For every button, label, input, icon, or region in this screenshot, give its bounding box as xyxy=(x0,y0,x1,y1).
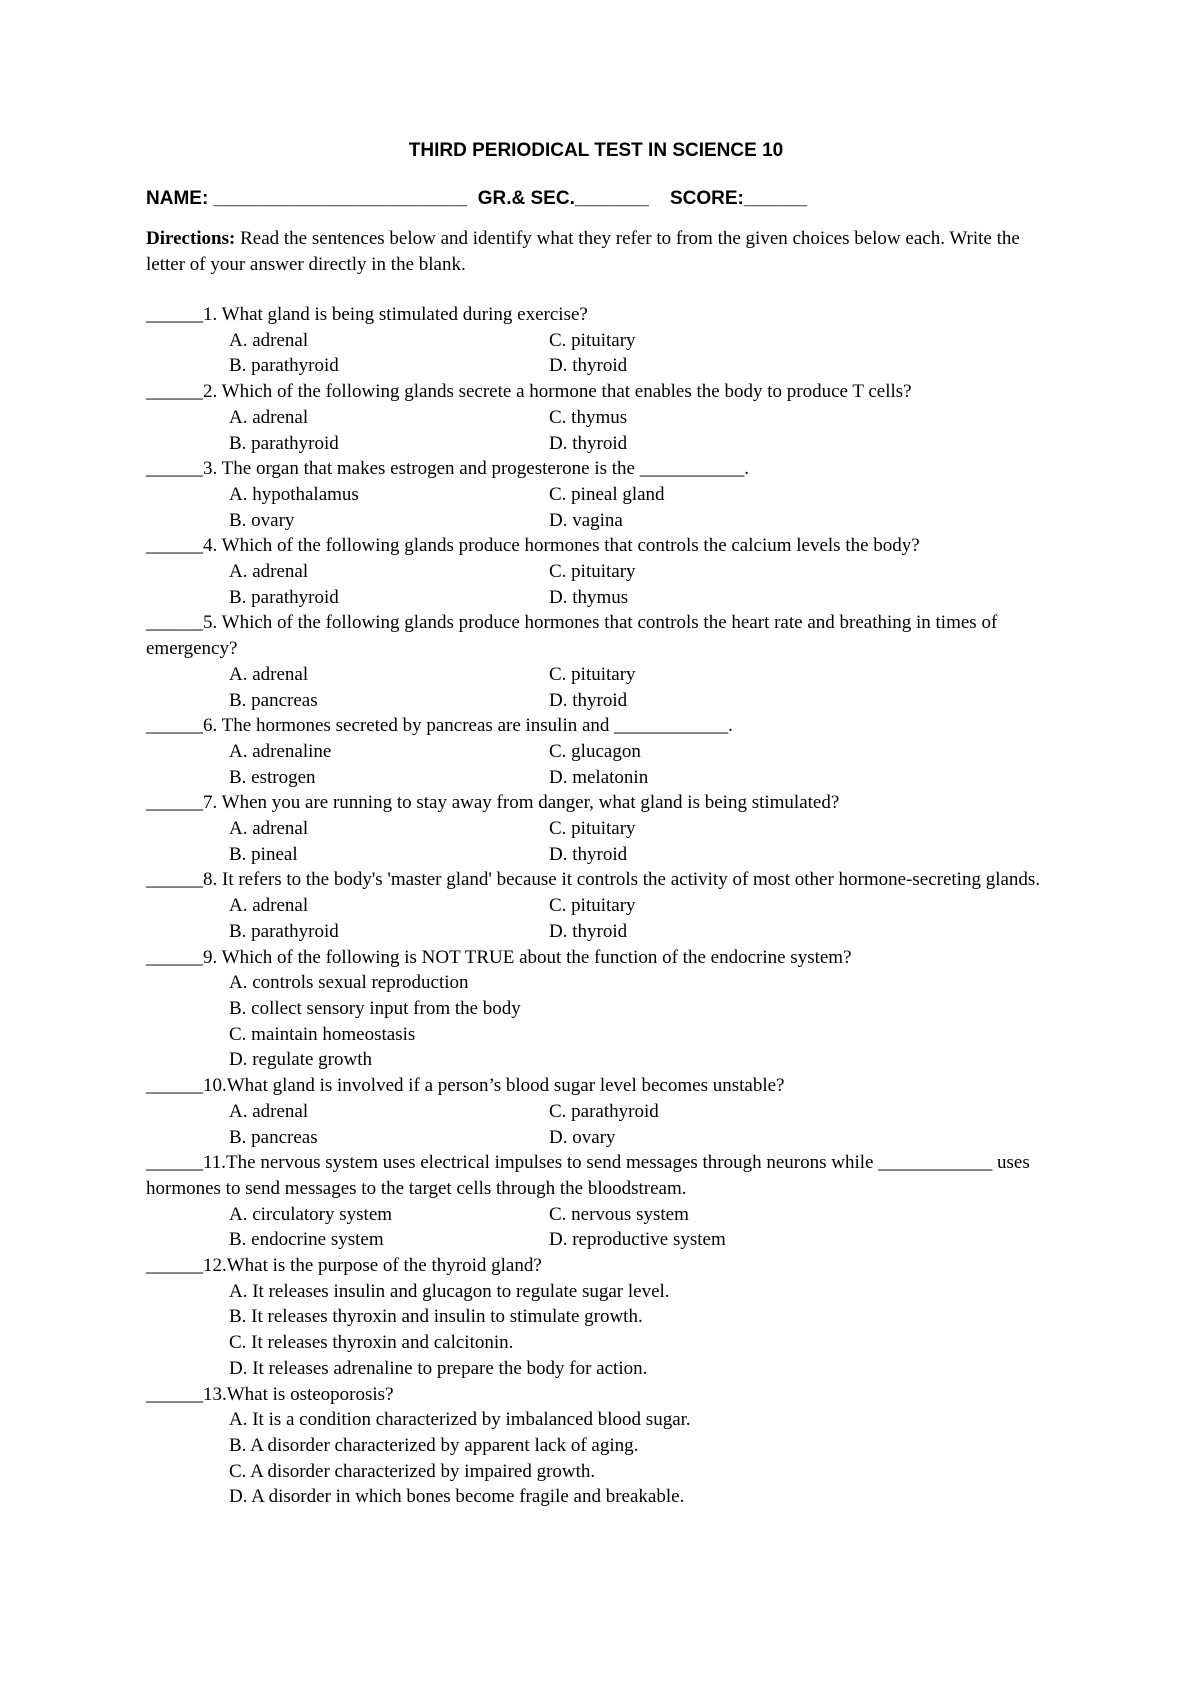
answer-blank: ______13. xyxy=(146,1383,227,1405)
choice-c: C. A disorder characterized by impaired growth. xyxy=(229,1460,596,1482)
choice-b: B. It releases thyroxin and insulin to stimulate growth. xyxy=(229,1306,643,1328)
choice-grid xyxy=(146,559,1066,610)
choice-b: B. parathyroid xyxy=(229,432,339,454)
answer-blank: ______12. xyxy=(146,1255,227,1277)
answer-blank: ______2. xyxy=(146,381,218,403)
question-6 xyxy=(146,713,1066,790)
choice-list xyxy=(146,1407,1066,1510)
choice-a: A. circulatory system xyxy=(229,1203,393,1225)
directions-text: Read the sentences below and identify what they refer to from the given choices below each. Write the letter of your answer directly in the blank. xyxy=(146,228,1020,275)
choice-c: C. pituitary xyxy=(549,663,636,685)
choice-c: C. nervous system xyxy=(549,1203,689,1225)
grade-section-field-label: GR.& SEC._______ xyxy=(477,188,649,209)
choice-b: B. pancreas xyxy=(229,689,318,711)
choice-a: A. It releases insulin and glucagon to regulate sugar level. xyxy=(229,1280,670,1302)
choice-b: B. parathyroid xyxy=(229,355,339,377)
page-title: THIRD PERIODICAL TEST IN SCIENCE 10 xyxy=(408,140,784,161)
choice-c: C. pituitary xyxy=(549,895,636,917)
question-13 xyxy=(146,1382,1066,1511)
answer-blank: ______10. xyxy=(146,1075,227,1097)
question-stem xyxy=(146,790,1066,816)
question-stem xyxy=(146,1253,1066,1279)
choice-b: B. pancreas xyxy=(229,1126,318,1148)
choice-b: B. ovary xyxy=(229,509,295,531)
question-7 xyxy=(146,790,1066,867)
choice-a: A. adrenal xyxy=(229,406,309,428)
choice-d: D. melatonin xyxy=(549,766,649,788)
answer-blank: ______6. xyxy=(146,715,218,737)
choice-grid xyxy=(146,1099,1066,1150)
choice-a: A. hypothalamus xyxy=(229,483,359,505)
choice-d: D. thymus xyxy=(549,586,629,608)
question-3 xyxy=(146,456,1066,533)
question-text: What is osteoporosis? xyxy=(226,1383,394,1405)
choice-grid xyxy=(146,482,1066,533)
choice-list xyxy=(146,970,1066,1073)
choice-a: A. adrenal xyxy=(229,329,309,351)
choice-grid xyxy=(146,739,1066,790)
choice-grid xyxy=(146,405,1066,456)
directions-label: Directions: xyxy=(146,228,236,249)
question-stem xyxy=(146,456,1066,482)
choice-grid xyxy=(146,1202,1066,1253)
choice-d: D. vagina xyxy=(549,509,623,531)
choice-grid xyxy=(146,328,1066,379)
choice-d: D. thyroid xyxy=(549,355,628,377)
question-stem xyxy=(146,867,1066,893)
choice-c: C. glucagon xyxy=(549,740,641,762)
choice-d: D. thyroid xyxy=(549,432,628,454)
choice-a: A. adrenal xyxy=(229,561,309,583)
choice-c: C. pituitary xyxy=(549,818,636,840)
question-stem xyxy=(146,1073,1066,1099)
question-10 xyxy=(146,1073,1066,1150)
question-text: What is the purpose of the thyroid gland? xyxy=(226,1255,542,1277)
choice-c: C. pituitary xyxy=(549,561,636,583)
choice-c: C. parathyroid xyxy=(549,1100,659,1122)
question-text: What gland is involved if a person’s blood sugar level becomes unstable? xyxy=(226,1075,785,1097)
choice-d: D. ovary xyxy=(549,1126,616,1148)
question-text: Which of the following is NOT TRUE about the function of the endocrine system? xyxy=(217,946,852,968)
answer-blank: ______1. xyxy=(146,304,218,325)
score-field-label: SCORE:______ xyxy=(669,188,808,209)
choice-grid xyxy=(146,816,1066,867)
choice-b: B. parathyroid xyxy=(229,586,339,608)
choice-d: D. thyroid xyxy=(549,920,628,942)
question-text: The hormones secreted by pancreas are insulin and ____________. xyxy=(217,715,733,737)
question-text: The organ that makes estrogen and progesterone is the ___________. xyxy=(217,458,749,480)
question-text: The nervous system uses electrical impulses to send messages through neurons while ____________ uses hormones to send messages to the target cells through the bloodstream. xyxy=(146,1152,1030,1199)
choice-c: C. thymus xyxy=(549,406,628,428)
choice-b: B. estrogen xyxy=(229,766,316,788)
question-stem xyxy=(146,945,1066,971)
answer-blank: ______9. xyxy=(146,946,218,968)
choice-a: A. controls sexual reproduction xyxy=(229,972,469,994)
choice-grid xyxy=(146,662,1066,713)
choice-b: B. collect sensory input from the body xyxy=(229,997,521,1019)
question-stem xyxy=(146,533,1066,559)
choice-b: B. endocrine system xyxy=(229,1229,384,1251)
choice-a: A. It is a condition characterized by imbalanced blood sugar. xyxy=(229,1409,691,1431)
question-text: Which of the following glands produce hormones that controls the calcium levels the body? xyxy=(217,535,920,557)
choice-c: C. It releases thyroxin and calcitonin. xyxy=(229,1332,514,1354)
question-9 xyxy=(146,945,1066,1074)
choice-list xyxy=(146,1279,1066,1382)
choice-d: D. regulate growth xyxy=(229,1049,372,1071)
choice-d: D. thyroid xyxy=(549,843,628,865)
question-text: Which of the following glands secrete a hormone that enables the body to produce T cells? xyxy=(217,381,912,403)
choice-a: A. adrenal xyxy=(229,818,309,840)
answer-blank: ______4. xyxy=(146,535,218,557)
question-stem xyxy=(146,713,1066,739)
choice-c: C. pineal gland xyxy=(549,483,665,505)
directions xyxy=(146,226,1046,278)
question-text: What gland is being stimulated during exercise? xyxy=(217,304,588,325)
choice-d: D. A disorder in which bones become fragile and breakable. xyxy=(229,1486,685,1508)
question-text: It refers to the body's 'master gland' because it controls the activity of most other hormone-secreting glands. xyxy=(217,869,1041,891)
question-4 xyxy=(146,533,1066,610)
question-stem xyxy=(146,1382,1066,1408)
answer-blank: ______5. xyxy=(146,612,218,634)
question-text: Which of the following glands produce hormones that controls the heart rate and breathing in times of emergency? xyxy=(146,612,998,660)
choice-b: B. pineal xyxy=(229,843,298,865)
choice-c: C. maintain homeostasis xyxy=(229,1023,416,1045)
question-5 xyxy=(146,610,1066,713)
choice-b: B. A disorder characterized by apparent lack of aging. xyxy=(229,1434,639,1456)
answer-blank: ______11. xyxy=(146,1152,227,1174)
question-8 xyxy=(146,867,1066,944)
question-12 xyxy=(146,1253,1066,1382)
answer-blank: ______7. xyxy=(146,792,218,814)
answer-blank: ______3. xyxy=(146,458,218,480)
question-stem xyxy=(146,1150,1066,1201)
choice-d: D. reproductive system xyxy=(549,1229,726,1251)
question-2 xyxy=(146,379,1066,456)
choice-a: A. adrenal xyxy=(229,895,309,917)
question-stem xyxy=(146,302,1066,328)
choice-a: A. adrenaline xyxy=(229,740,332,762)
choice-b: B. parathyroid xyxy=(229,920,339,942)
choice-grid xyxy=(146,893,1066,944)
choice-c: C. pituitary xyxy=(549,329,636,351)
question-text: When you are running to stay away from danger, what gland is being stimulated? xyxy=(217,792,840,814)
student-info-line xyxy=(146,186,1066,212)
choice-a: A. adrenal xyxy=(229,1100,309,1122)
answer-blank: ______8. xyxy=(146,869,218,891)
question-stem xyxy=(146,610,1066,661)
name-field-label: NAME: ________________________ xyxy=(146,188,468,209)
question-list xyxy=(146,302,1066,1510)
choice-d: D. It releases adrenaline to prepare the body for action. xyxy=(229,1357,648,1379)
question-1 xyxy=(146,302,1066,379)
choice-a: A. adrenal xyxy=(229,663,309,685)
test-page xyxy=(146,138,1066,1510)
choice-d: D. thyroid xyxy=(549,689,628,711)
question-11 xyxy=(146,1150,1066,1253)
question-stem xyxy=(146,379,1066,405)
